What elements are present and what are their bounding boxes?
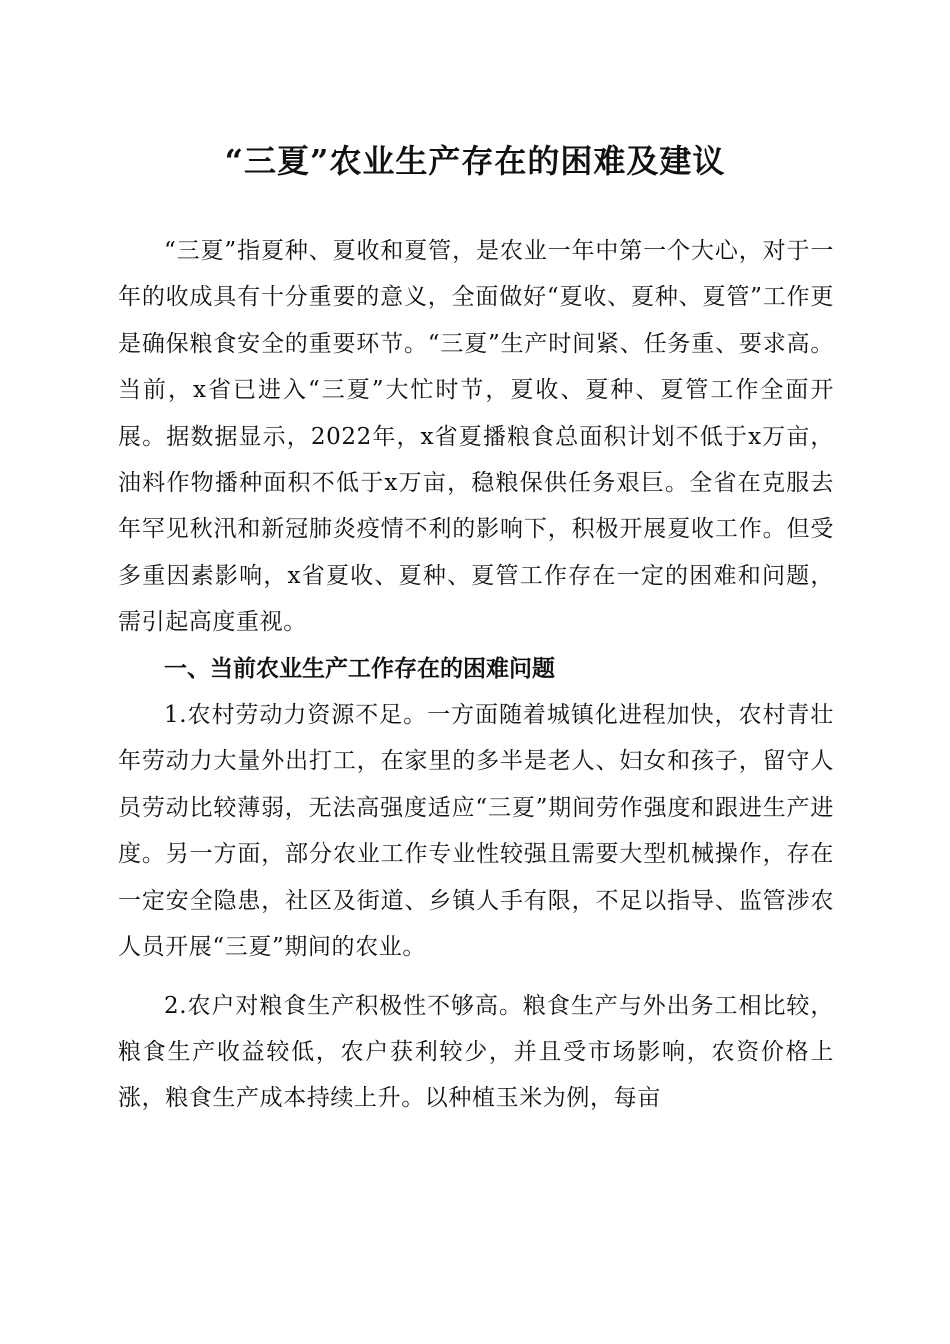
point-1-paragraph: 1.农村劳动力资源不足。一方面随着城镇化进程加快，农村青壮年劳动力大量外出打工，在家里的多半是老人、妇女和孩子，留守人员劳动比较薄弱，无法高强度适应“三夏”期间劳作强度和跟进生产进度。另一方面，部分农业工作专业性较强且需要大型机械操作，存在一定安全隐患，社区及街道、乡镇人手有限，不足以指导、监管涉农人员开展“三夏”期间的农业。 bbox=[118, 702, 834, 961]
document-body bbox=[118, 228, 834, 1122]
section-heading-1: 一、当前农业生产工作存在的困难问题 bbox=[164, 655, 555, 682]
intro-paragraph: “三夏”指夏种、夏收和夏管，是农业一年中第一个大心，对于一年的收成具有十分重要的意义，全面做好“夏收、夏种、夏管”工作更是确保粮食安全的重要环节。“三夏”生产时间紧、任务重、要求高。当前，x省已进入“三夏”大忙时节，夏收、夏种、夏管工作全面开展。据数据显示，2022年，x省夏播粮食总面积计划不低于x万亩，油料作物播种面积不低于x万亩，稳粮保供任务艰巨。全省在克服去年罕见秋汛和新冠肺炎疫情不利的影响下，积极开展夏收工作。但受多重因素影响，x省夏收、夏种、夏管工作存在一定的困难和问题，需引起高度重视。 bbox=[118, 238, 834, 636]
document-title: “三夏”农业生产存在的困难及建议 bbox=[224, 142, 726, 180]
point-2-paragraph: 2.农户对粮食生产积极性不够高。粮食生产与外出务工相比较，粮食生产收益较低，农户获利较少，并且受市场影响，农资价格上涨，粮食生产成本持续上升。以种植玉米为例，每亩 bbox=[118, 992, 834, 1112]
